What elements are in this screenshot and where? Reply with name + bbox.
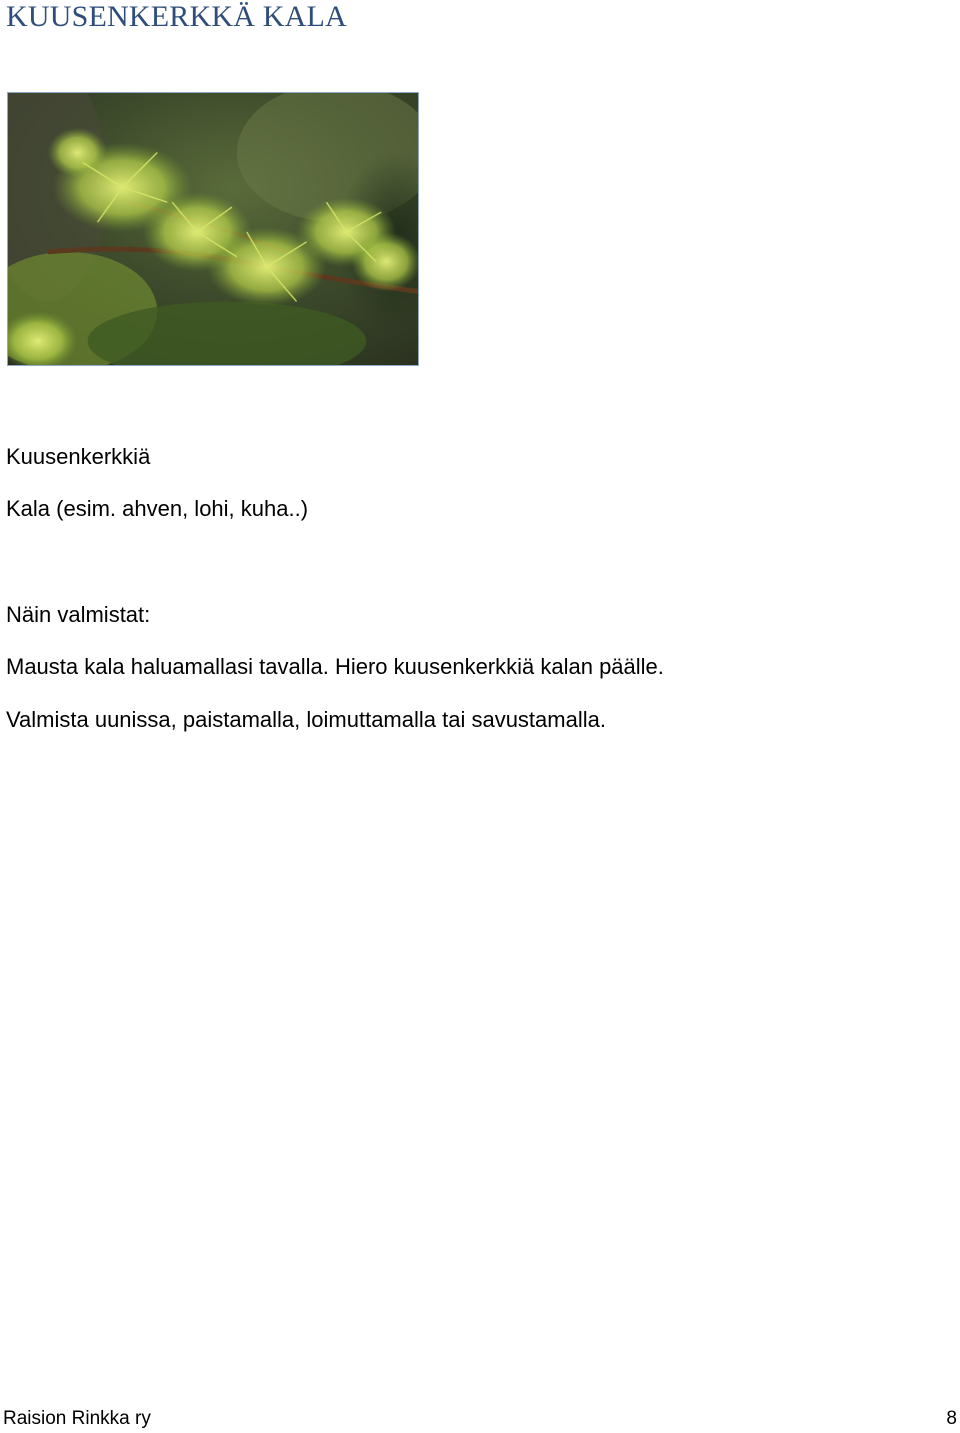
method-line: Valmista uunissa, paistamalla, loimuttamalla tai savustamalla. bbox=[6, 707, 606, 732]
spruce-tips-image bbox=[8, 93, 418, 365]
method-line: Mausta kala haluamallasi tavalla. Hiero kuusenkerkkiä kalan päälle. bbox=[6, 654, 664, 679]
ingredient-spruce-tips: Kuusenkerkkiä bbox=[6, 444, 151, 469]
method-heading: Näin valmistat: bbox=[6, 602, 151, 627]
footer-organization: Raision Rinkka ry bbox=[3, 1408, 151, 1429]
spruce-tips-photo bbox=[7, 92, 419, 366]
recipe-title: KUUSENKERKKÄ KALA bbox=[6, 0, 347, 33]
ingredient-fish: Kala (esim. ahven, lohi, kuha..) bbox=[6, 496, 309, 521]
footer-page-number: 8 bbox=[946, 1408, 957, 1429]
